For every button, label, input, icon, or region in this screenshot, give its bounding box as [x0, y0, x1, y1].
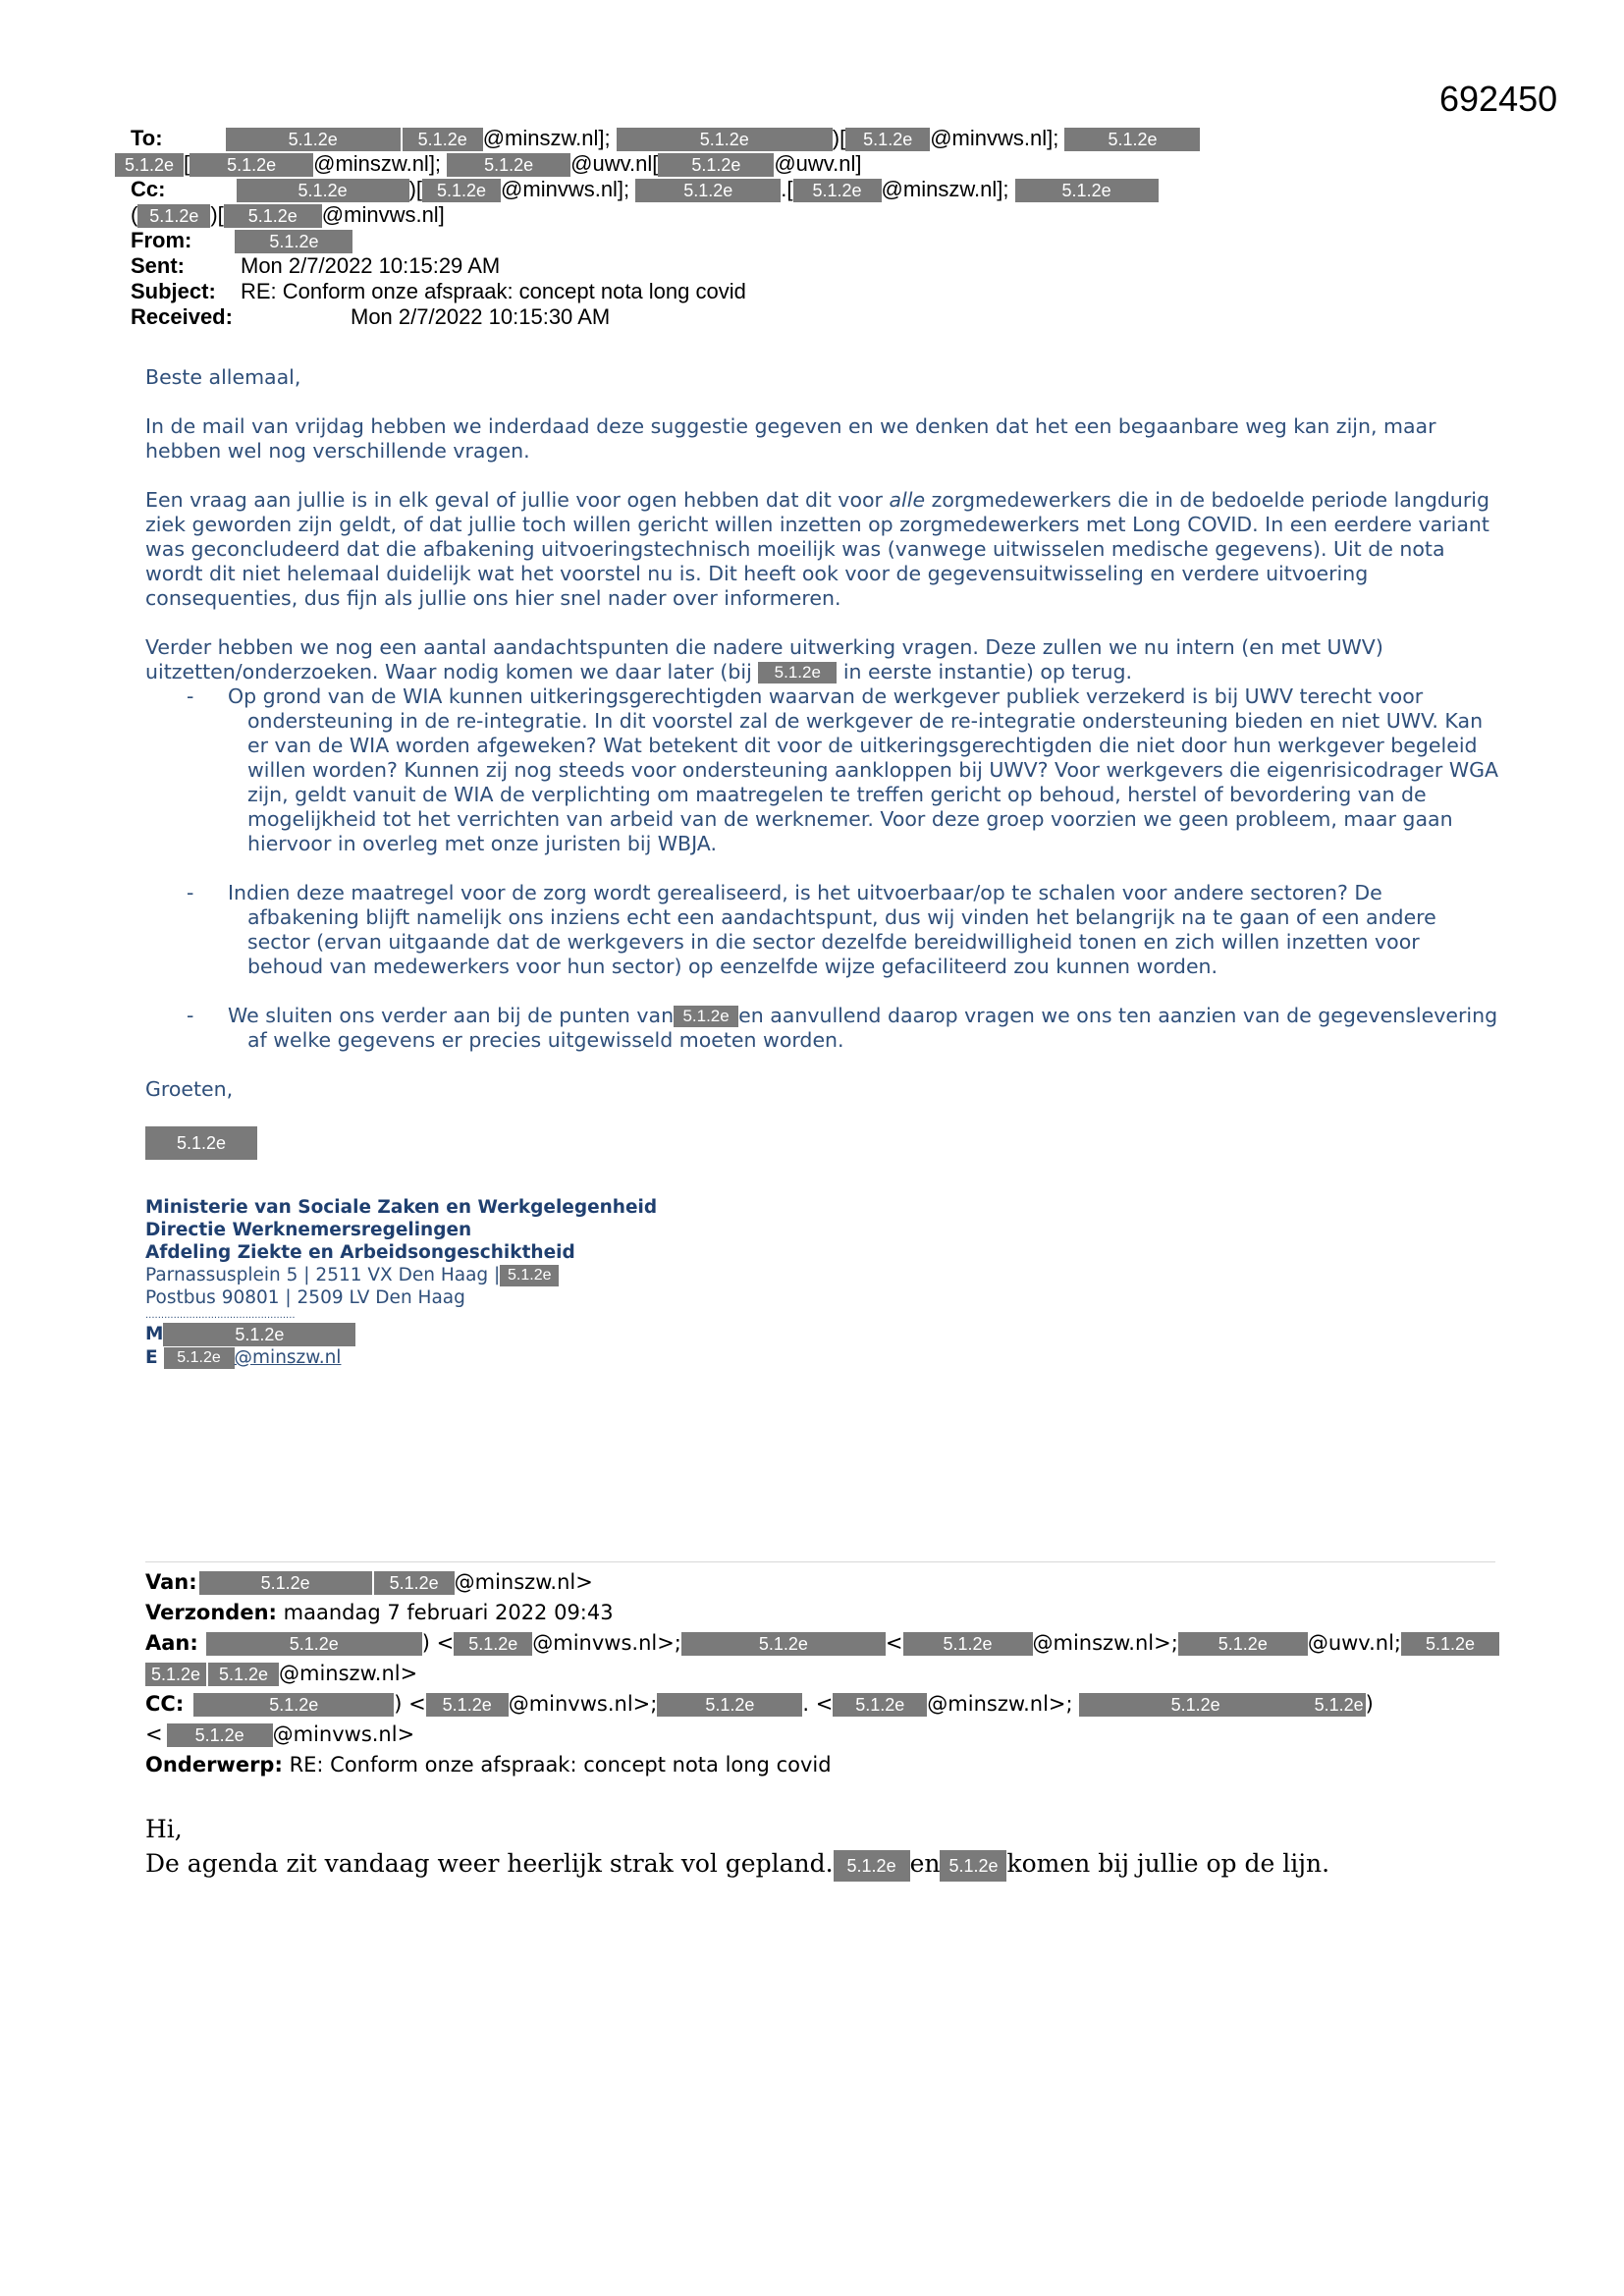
separator-line — [145, 1561, 1495, 1562]
aan-line-2 — [145, 1659, 1500, 1689]
address-text: Parnassusplein 5 | 2511 VX Den Haag | — [145, 1265, 501, 1285]
aan-line — [145, 1628, 1500, 1659]
redaction: 5.1.2e — [681, 1632, 886, 1656]
emphasis: alle — [889, 488, 926, 512]
postbus-line: Postbus 90801 | 2509 LV Den Haag — [145, 1287, 465, 1308]
to-part: [ — [184, 151, 190, 176]
redaction: 5.1.2e — [189, 153, 313, 177]
from-label: From: — [131, 228, 192, 252]
mobile-label: M — [145, 1324, 164, 1344]
email-label: E — [145, 1347, 158, 1368]
cc-part: @minvws.nl>; — [508, 1692, 658, 1716]
cc-line-fwd-2 — [145, 1720, 1500, 1750]
redaction: 5.1.2e — [1314, 1695, 1364, 1715]
redaction: 5.1.2e — [199, 1571, 372, 1595]
received-line — [131, 304, 1230, 330]
cc-part: ) — [1365, 1692, 1374, 1716]
received-label: Received: — [131, 304, 233, 329]
to-part: @minszw.nl]; — [313, 151, 442, 176]
received-value: Mon 2/7/2022 10:15:30 AM — [351, 304, 611, 329]
redaction: 5.1.2e — [208, 1663, 279, 1686]
van-line — [145, 1567, 1500, 1598]
to-part: @uwv.nl] — [774, 151, 862, 176]
address-line — [145, 1264, 657, 1286]
redaction: 5.1.2e — [137, 204, 210, 228]
redaction: 5.1.2e — [145, 1126, 257, 1160]
bullet-dash: - — [187, 684, 194, 708]
aan-label: Aan: — [145, 1631, 198, 1655]
org-ministry: Ministerie van Sociale Zaken en Werkgelegenheid — [145, 1197, 658, 1218]
paragraph-1: In de mail van vrijdag hebben we inderdaad deze suggestie gegeven en we denken dat het een begaanbare weg kan zijn, maar hebben wel nog verschillende vragen. — [145, 414, 1436, 463]
paragraph-2-text: Een vraag aan jullie is in elk geval of jullie voor ogen hebben dat dit voor — [145, 488, 890, 512]
mobile-line — [145, 1323, 657, 1346]
redaction: 5.1.2e — [833, 1693, 927, 1717]
forwarded-body — [145, 1812, 1329, 1882]
redaction: 5.1.2e — [193, 1693, 394, 1717]
redaction: 5.1.2e — [845, 128, 930, 151]
redaction: 5.1.2e — [674, 1006, 738, 1027]
paragraph-3-text: Verder hebben we nog een aantal aandachtspunten die nadere uitwerking vragen. Deze zullen we nu intern (en met UWV) uitzetten/onderzoeken. Waar nodig komen we daar later (bij — [145, 635, 1383, 683]
to-label: To: — [131, 126, 163, 150]
aan-part: @minvws.nl>; — [532, 1631, 681, 1655]
agenda-line — [145, 1846, 1329, 1882]
sent-value: Mon 2/7/2022 10:15:29 AM — [241, 253, 501, 278]
to-part: @minvws.nl]; — [930, 126, 1059, 150]
org-department: Afdeling Ziekte en Arbeidsongeschiktheid — [145, 1242, 575, 1263]
signature-name — [145, 1126, 1500, 1160]
aan-part: @minszw.nl> — [279, 1662, 418, 1685]
closing: Groeten, — [145, 1077, 234, 1101]
aan-part: ) < — [421, 1631, 455, 1655]
bullet-dash: - — [187, 881, 194, 904]
bullet-text: Op grond van de WIA kunnen uitkeringsgerechtigden waarvan de werkgever publiek verzekerd is bij UWV terecht voor ondersteuning in de re-integratie. In dit voorstel zal de werkgever de re-integratie ondersteuning bieden en niet UWV. Kan er van de WIA worden afgeweken? Wat betekent dit voor de uitkeringsgerechtigden die niet door hun werkgever begeleid willen worden? Kunnen zij nog steeds voor ondersteuning aankloppen bij UWV? Voor werkgevers die eigenrisicodrager WGA zijn, geldt vanuit de WIA de verplichting om maatregelen te treffen gericht op behoud, herstel of bevordering van de mogelijkheid tot het verrichten van arbeid van de werknemer. Voor deze groep voorzien we geen probleem, maar gaan hiervoor in overleg met onze juristen bij WBJA. — [228, 684, 1499, 855]
cc-line-fwd — [145, 1689, 1500, 1720]
redaction: 5.1.2e — [163, 1323, 355, 1346]
sent-line — [131, 253, 1230, 279]
cc-part: @minvws.nl> — [272, 1722, 415, 1746]
redaction: 5.1.2e — [617, 128, 833, 151]
signature-block — [145, 1196, 657, 1369]
cc-part: )[ — [210, 202, 224, 227]
bullet-item — [145, 881, 1500, 979]
redaction: 5.1.2e — [758, 662, 837, 683]
forwarded-header — [145, 1567, 1500, 1780]
cc-part: @minszw.nl]; — [881, 177, 1009, 201]
redaction: 5.1.2e — [1401, 1632, 1499, 1656]
redaction: 5.1.2e — [903, 1632, 1033, 1656]
redaction: 5.1.2e — [206, 1632, 422, 1656]
greeting: Beste allemaal, — [145, 365, 301, 389]
redaction: 5.1.2e — [940, 1850, 1006, 1882]
redaction: 5.1.2e — [834, 1850, 910, 1882]
cc-part: ( — [131, 202, 138, 227]
cc-line-2 — [131, 202, 1230, 228]
bullet-text: We sluiten ons verder aan bij de punten van — [228, 1004, 675, 1027]
aan-part: < — [885, 1631, 903, 1655]
bullet-dash: - — [187, 1004, 194, 1027]
redaction: 5.1.2e — [164, 1347, 235, 1369]
redaction: 5.1.2e — [454, 1632, 532, 1656]
redaction: 5.1.2e — [1079, 1693, 1313, 1717]
subject-label: Subject: — [131, 279, 216, 303]
redaction: 5.1.2e — [1178, 1632, 1308, 1656]
to-line — [131, 126, 1230, 151]
redaction: 5.1.2e — [447, 153, 570, 177]
paragraph-3 — [145, 635, 1500, 684]
bullet-text: Indien deze maatregel voor de zorg wordt gerealiseerd, is het uitvoerbaar/op te schalen voor andere sectoren? De afbakening blijft namelijk ons inziens echt een aandachtspunt, dus wij vinden het belangrijk na te gaan of een andere sector (ervan uitgaande dat de werkgevers in die sector dezelfde bereidwilligheid tonen en zich willen inzetten voor behoud van medewerkers voor hun sector) op eenzelfde wijze gefaciliteerd zou kunnen worden. — [228, 881, 1436, 978]
cc-part: @minvws.nl] — [321, 202, 445, 227]
redaction: 5.1.2e — [1064, 128, 1200, 151]
hi-greeting: Hi, — [145, 1815, 183, 1843]
cc-part: @minszw.nl>; — [927, 1692, 1073, 1716]
cc-part: @minvws.nl]; — [501, 177, 630, 201]
onderwerp-line — [145, 1750, 1500, 1780]
aan-part: @minszw.nl>; — [1032, 1631, 1178, 1655]
cc-line — [131, 177, 1230, 202]
redaction: 5.1.2e — [657, 1693, 802, 1717]
redaction: 5.1.2e — [658, 153, 774, 177]
redaction: 5.1.2e — [235, 230, 352, 253]
redaction: 5.1.2e — [145, 1663, 206, 1686]
cc-label-fwd: CC: — [145, 1692, 185, 1716]
email-line — [145, 1346, 657, 1369]
redaction: 5.1.2e — [224, 204, 322, 228]
onderwerp-label: Onderwerp: — [145, 1753, 283, 1777]
verzonden-value: maandag 7 februari 2022 09:43 — [283, 1601, 614, 1624]
agenda-text: De agenda zit vandaag weer heerlijk strak vol gepland. — [145, 1849, 834, 1878]
bullet-text: en aanvullend daarop vragen we ons ten aanzien van de gegevenslevering af welke gegevens er precies uitgewisseld moeten worden. — [247, 1004, 1498, 1052]
subject-line — [131, 279, 1230, 304]
redaction: 5.1.2e — [793, 179, 882, 202]
redaction: 5.1.2e — [115, 153, 184, 177]
sent-label: Sent: — [131, 253, 185, 278]
to-part: )[ — [832, 126, 846, 150]
email-body — [145, 365, 1500, 1160]
redaction: 5.1.2e — [167, 1723, 273, 1747]
redaction: 5.1.2e — [226, 128, 401, 151]
bullet-item — [145, 1004, 1500, 1053]
van-address: @minszw.nl> — [454, 1570, 593, 1594]
paragraph-3-text: in eerste instantie) op terug. — [837, 660, 1133, 683]
from-line — [131, 228, 1230, 253]
redaction: 5.1.2e — [422, 179, 501, 202]
verzonden-line — [145, 1598, 1500, 1628]
redaction: 5.1.2e — [237, 179, 409, 202]
cc-part: )[ — [408, 177, 423, 201]
paragraph-2 — [145, 488, 1500, 611]
paragraph-2-text: zorgmedewerkers die in de bedoelde periode langdurig ziek geworden zijn geldt, of dat jullie toch willen gericht willen inzetten op zorgmedewerkers met Long COVID. In een eerdere variant was geconcludeerd dat die afbakening uitvoeringstechnisch moeilijk was (vanwege uitwisselen medische gegevens). Uit de nota wordt dit niet helemaal duidelijk wat het voorstel nu is. Dit heeft ook voor de gegevensuitwisseling en verdere uitvoering consequenties, dus fijn als jullie ons hier snel nader over informeren. — [145, 488, 1490, 610]
redaction: 5.1.2e — [635, 179, 781, 202]
org-directorate: Directie Werknemersregelingen — [145, 1220, 472, 1240]
to-part: @minszw.nl]; — [482, 126, 611, 150]
cc-part: ) < — [394, 1692, 426, 1716]
subject-value: RE: Conform onze afspraak: concept nota long covid — [241, 279, 746, 303]
van-label: Van: — [145, 1570, 197, 1594]
bullet-item — [145, 684, 1500, 856]
email-header — [124, 126, 1230, 330]
redaction: 5.1.2e — [500, 1265, 559, 1286]
redaction: 5.1.2e — [374, 1571, 455, 1595]
cc-part: < — [145, 1722, 163, 1746]
verzonden-label: Verzonden: — [145, 1601, 277, 1624]
to-line-2 — [124, 151, 1230, 177]
to-part: @uwv.nl[ — [570, 151, 659, 176]
aan-part: @uwv.nl; — [1307, 1631, 1401, 1655]
email-link[interactable]: @minszw.nl — [234, 1347, 342, 1368]
cc-label: Cc: — [131, 177, 166, 201]
redaction: 5.1.2e — [426, 1693, 509, 1717]
agenda-text: en — [909, 1849, 941, 1878]
cc-part: . < — [802, 1692, 834, 1716]
cc-part: .[ — [781, 177, 793, 201]
onderwerp-value: RE: Conform onze afspraak: concept nota long covid — [289, 1753, 832, 1777]
redaction: 5.1.2e — [403, 128, 483, 151]
agenda-text: komen bij jullie op de lijn. — [1006, 1849, 1330, 1878]
dotted-separator: ................................................ — [145, 1310, 296, 1321]
redaction: 5.1.2e — [1015, 179, 1159, 202]
document-number: 692450 — [1439, 79, 1558, 119]
